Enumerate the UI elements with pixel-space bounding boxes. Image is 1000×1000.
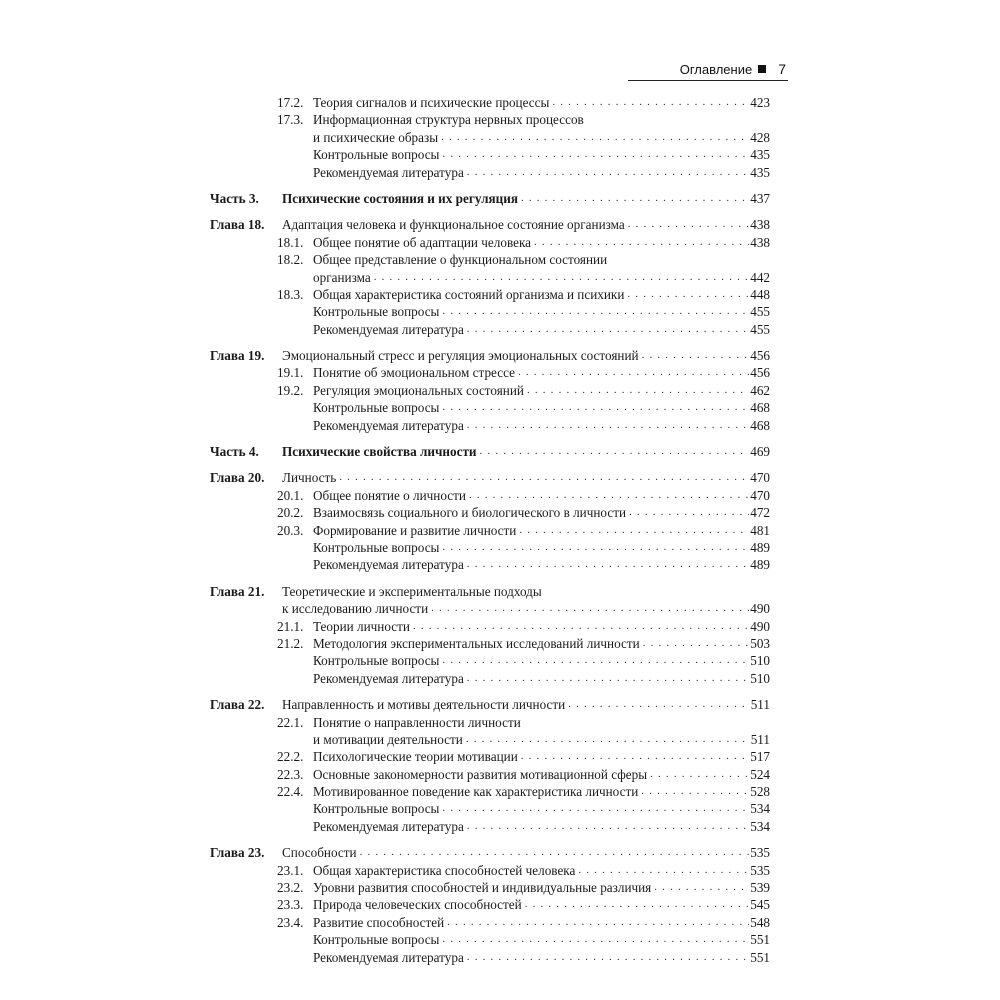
toc-title-line xyxy=(313,652,770,669)
running-header xyxy=(628,58,788,81)
dot-leader xyxy=(628,216,749,233)
page-ref: 528 xyxy=(750,784,770,800)
page-ref: 489 xyxy=(750,557,770,573)
dot-leader xyxy=(654,879,749,896)
dot-leader xyxy=(360,844,750,861)
toc-title-line xyxy=(313,783,770,800)
entry-title: Информационная структура нервных процессов xyxy=(313,112,584,128)
entry-title: Контрольные вопросы xyxy=(313,653,440,669)
entry-title: Рекомендуемая литература xyxy=(313,670,464,686)
toc-entry xyxy=(210,111,770,128)
dot-leader xyxy=(442,652,749,669)
dot-leader xyxy=(413,618,749,635)
entry-title: Адаптация человека и функциональное состояние организма xyxy=(282,217,625,233)
toc-entry xyxy=(210,382,770,399)
toc-title-line xyxy=(313,748,770,765)
entry-title: Регуляция эмоциональных состояний xyxy=(313,382,524,398)
page-ref: 534 xyxy=(750,818,770,834)
page-ref: 442 xyxy=(750,269,770,285)
toc-entry xyxy=(210,94,770,111)
dot-leader xyxy=(643,635,750,652)
entry-title: Общее понятие об адаптации человека xyxy=(313,234,532,250)
toc-title-line xyxy=(313,111,770,128)
toc-title-line xyxy=(313,504,770,521)
dot-leader xyxy=(518,364,749,381)
toc-title-line xyxy=(313,303,770,320)
entry-title: Общее представление о функциональном состоянии xyxy=(313,252,608,268)
page-ref: 435 xyxy=(750,164,770,180)
entry-title: и психические образы xyxy=(313,129,439,145)
page-ref: 455 xyxy=(750,321,770,337)
dot-leader xyxy=(467,818,749,835)
toc-entry xyxy=(210,844,770,861)
toc-title-line xyxy=(282,347,770,364)
entry-title: Рекомендуемая литература xyxy=(313,949,464,965)
page-ref: 511 xyxy=(750,731,770,747)
section-number: 22.1. xyxy=(277,714,304,730)
page-ref: 517 xyxy=(750,749,770,765)
toc-title-line xyxy=(313,670,770,687)
toc-entry xyxy=(210,783,770,800)
section-number: 20.2. xyxy=(277,505,304,521)
page-ref: 470 xyxy=(750,487,770,503)
toc-title-line xyxy=(282,443,770,460)
section-number: 23.4. xyxy=(277,914,304,930)
entry-title: Основные закономерности развития мотивационной сферы xyxy=(313,766,648,782)
toc-title-line xyxy=(313,286,770,303)
toc-title-line xyxy=(313,146,770,163)
dot-leader xyxy=(521,748,749,765)
section-number: 20.1. xyxy=(277,487,304,503)
dot-leader xyxy=(519,522,749,539)
entry-title: Контрольные вопросы xyxy=(313,147,440,163)
toc-entry xyxy=(210,469,770,486)
entry-title: Рекомендуемая литература xyxy=(313,417,464,433)
entry-title: Взаимосвязь социального и биологического в личности xyxy=(313,505,627,521)
entry-title: Мотивированное поведение как характеристика личности xyxy=(313,784,639,800)
toc-title-line xyxy=(313,269,770,286)
toc-entry xyxy=(210,879,770,896)
chapter-label: Глава 19. xyxy=(210,348,265,364)
toc-entry xyxy=(210,766,770,783)
section-number: 23.2. xyxy=(277,880,304,896)
table-of-contents xyxy=(210,94,770,966)
entry-title: Общее понятие о личности xyxy=(313,487,466,503)
toc-entry xyxy=(210,696,770,713)
dot-leader xyxy=(527,382,749,399)
dot-leader xyxy=(442,931,749,948)
toc-entry xyxy=(210,635,770,652)
page-ref: 539 xyxy=(750,880,770,896)
toc-entry xyxy=(210,321,770,338)
entry-title: Контрольные вопросы xyxy=(313,932,440,948)
toc-title-line xyxy=(313,818,770,835)
entry-title: Эмоциональный стресс и регуляция эмоциональных состояний xyxy=(282,348,639,364)
toc-title-line xyxy=(313,914,770,931)
entry-title: Рекомендуемая литература xyxy=(313,321,464,337)
toc-title-line xyxy=(313,949,770,966)
toc-entry xyxy=(210,652,770,669)
toc-entry xyxy=(210,417,770,434)
toc-title-line xyxy=(313,251,770,268)
entry-title: Контрольные вопросы xyxy=(313,539,440,555)
toc-entry xyxy=(210,216,770,233)
part-label: Часть 4. xyxy=(210,444,259,460)
entry-title: Рекомендуемая литература xyxy=(313,818,464,834)
dot-leader xyxy=(442,539,749,556)
toc-title-line xyxy=(313,94,770,111)
toc-entry xyxy=(210,251,770,268)
dot-leader xyxy=(431,600,749,617)
dot-leader xyxy=(467,164,749,181)
toc-entry xyxy=(210,234,770,251)
entry-title: Личность xyxy=(282,470,337,486)
page-ref: 489 xyxy=(750,539,770,555)
dot-leader xyxy=(467,949,749,966)
entry-title: Понятие о направленности личности xyxy=(313,714,521,730)
toc-entry xyxy=(210,286,770,303)
dot-leader xyxy=(521,190,749,207)
page-ref: 469 xyxy=(750,444,770,460)
dot-leader xyxy=(552,94,749,111)
dot-leader xyxy=(467,670,749,687)
page-ref: 456 xyxy=(750,365,770,381)
section-number: 21.1. xyxy=(277,618,304,634)
chapter-label: Глава 23. xyxy=(210,845,265,861)
section-number: 18.1. xyxy=(277,234,304,250)
entry-title: Способности xyxy=(282,845,357,861)
toc-title-line xyxy=(313,129,770,146)
page-ref: 534 xyxy=(750,801,770,817)
toc-title-line xyxy=(313,931,770,948)
toc-entry xyxy=(210,399,770,416)
header-title: Оглавление xyxy=(679,61,753,77)
chapter-label: Глава 20. xyxy=(210,470,265,486)
page-ref: 468 xyxy=(750,417,770,433)
page-ref: 510 xyxy=(750,670,770,686)
section-number: 22.4. xyxy=(277,784,304,800)
toc-title-line xyxy=(313,714,770,731)
toc-entry xyxy=(210,600,770,617)
page-ref: 510 xyxy=(750,653,770,669)
page-ref: 423 xyxy=(750,95,770,110)
dot-leader xyxy=(525,896,750,913)
entry-title: Рекомендуемая литература xyxy=(313,164,464,180)
page-ref: 455 xyxy=(750,304,770,320)
section-number: 17.3. xyxy=(277,112,304,128)
toc-title-line xyxy=(313,766,770,783)
entry-title: Формирование и развитие личности xyxy=(313,522,517,538)
toc-title-line xyxy=(313,399,770,416)
section-number: 18.2. xyxy=(277,252,304,268)
toc-title-line xyxy=(313,556,770,573)
section-number: 22.3. xyxy=(277,766,304,782)
page-ref: 472 xyxy=(750,505,770,521)
entry-title: Общая характеристика способностей человека xyxy=(313,862,576,878)
toc-title-line xyxy=(313,635,770,652)
entry-title: Природа человеческих способностей xyxy=(313,897,522,913)
entry-title: Психические свойства личности xyxy=(282,444,477,460)
toc-title-line xyxy=(282,583,770,600)
section-number: 17.2. xyxy=(277,95,304,110)
page-ref: 551 xyxy=(750,932,770,948)
toc-entry xyxy=(210,504,770,521)
dot-leader xyxy=(467,321,749,338)
section-number: 21.2. xyxy=(277,635,304,651)
page-number: 7 xyxy=(778,61,786,77)
toc-title-line xyxy=(313,321,770,338)
entry-title: Общая характеристика состояний организма и психики xyxy=(313,286,625,302)
toc-title-line xyxy=(313,731,770,748)
page-ref: 438 xyxy=(750,234,770,250)
dot-leader xyxy=(650,766,749,783)
toc-title-line xyxy=(313,164,770,181)
toc-title-line xyxy=(313,382,770,399)
dot-leader xyxy=(467,417,749,434)
toc-title-line xyxy=(282,469,770,486)
entry-title: Рекомендуемая литература xyxy=(313,557,464,573)
entry-title: Методология экспериментальных исследований личности xyxy=(313,635,640,651)
entry-title: Развитие способностей xyxy=(313,914,445,930)
page-ref: 468 xyxy=(750,400,770,416)
page-ref: 548 xyxy=(750,914,770,930)
page-ref: 490 xyxy=(750,601,770,617)
toc-entry xyxy=(210,556,770,573)
dot-leader xyxy=(447,914,749,931)
page-ref: 524 xyxy=(750,766,770,782)
page-ref: 428 xyxy=(750,129,770,145)
page-ref: 535 xyxy=(750,845,770,861)
toc-entry xyxy=(210,914,770,931)
page-ref: 448 xyxy=(750,286,770,302)
toc-entry xyxy=(210,164,770,181)
toc-entry xyxy=(210,618,770,635)
section-number: 22.2. xyxy=(277,749,304,765)
section-number: 19.2. xyxy=(277,382,304,398)
page-ref: 435 xyxy=(750,147,770,163)
page-ref: 470 xyxy=(750,470,770,486)
entry-title: и мотивации деятельности xyxy=(313,731,463,747)
toc-title-line xyxy=(313,487,770,504)
part-label: Часть 3. xyxy=(210,190,259,206)
section-number: 19.1. xyxy=(277,365,304,381)
page-ref: 551 xyxy=(750,949,770,965)
toc-entry xyxy=(210,303,770,320)
toc-entry xyxy=(210,731,770,748)
toc-entry xyxy=(210,522,770,539)
toc-title-line xyxy=(313,862,770,879)
toc-title-line xyxy=(313,417,770,434)
toc-entry xyxy=(210,949,770,966)
toc-entry xyxy=(210,931,770,948)
chapter-label: Глава 18. xyxy=(210,217,265,233)
page-ref: 437 xyxy=(750,190,770,206)
toc-entry xyxy=(210,800,770,817)
chapter-label: Глава 22. xyxy=(210,697,265,713)
toc-entry xyxy=(210,748,770,765)
entry-title: Теория сигналов и психические процессы xyxy=(313,95,550,110)
toc-entry xyxy=(210,896,770,913)
section-number: 18.3. xyxy=(277,286,304,302)
toc-entry xyxy=(210,714,770,731)
entry-title: к исследованию личности xyxy=(282,601,429,617)
toc-entry xyxy=(210,347,770,364)
toc-title-line xyxy=(282,696,770,713)
entry-title: Контрольные вопросы xyxy=(313,400,440,416)
page-ref: 490 xyxy=(750,618,770,634)
page-ref: 481 xyxy=(750,522,770,538)
page-ref: 503 xyxy=(750,635,770,651)
entry-title: Уровни развития способностей и индивидуальные различия xyxy=(313,880,652,896)
toc-entry xyxy=(210,818,770,835)
entry-title: Понятие об эмоциональном стрессе xyxy=(313,365,515,381)
toc-title-line xyxy=(313,522,770,539)
toc-entry xyxy=(210,583,770,600)
toc-entry xyxy=(210,146,770,163)
toc-entry xyxy=(210,539,770,556)
chapter-label: Глава 21. xyxy=(210,583,265,599)
dot-leader xyxy=(534,234,749,251)
toc-title-line xyxy=(282,844,770,861)
page-ref: 535 xyxy=(750,862,770,878)
toc-entry xyxy=(210,670,770,687)
toc-title-line xyxy=(313,618,770,635)
toc-title-line xyxy=(313,364,770,381)
page-ref: 545 xyxy=(750,897,770,913)
dot-leader xyxy=(568,696,750,713)
dot-leader xyxy=(442,800,749,817)
page-ref: 511 xyxy=(750,697,770,713)
section-number: 20.3. xyxy=(277,522,304,538)
dot-leader xyxy=(466,731,750,748)
entry-title: Психологические теории мотивации xyxy=(313,749,518,765)
entry-title: организма xyxy=(313,269,371,285)
dot-leader xyxy=(642,347,750,364)
toc-title-line xyxy=(313,234,770,251)
page-ref: 462 xyxy=(750,382,770,398)
entry-title: Направленность и мотивы деятельности личности xyxy=(282,697,566,713)
dot-leader xyxy=(629,504,749,521)
dot-leader xyxy=(441,129,749,146)
toc-entry xyxy=(210,862,770,879)
section-number: 23.1. xyxy=(277,862,304,878)
dot-leader xyxy=(442,146,749,163)
page-ref: 456 xyxy=(750,348,770,364)
section-number: 23.3. xyxy=(277,897,304,913)
dot-leader xyxy=(442,303,749,320)
dot-leader xyxy=(641,783,749,800)
toc-title-line xyxy=(313,896,770,913)
entry-title: Теории личности xyxy=(313,618,410,634)
dot-leader xyxy=(442,399,749,416)
toc-title-line xyxy=(282,600,770,617)
toc-title-line xyxy=(313,800,770,817)
dot-leader xyxy=(374,269,750,286)
toc-entry xyxy=(210,190,770,207)
toc-entry xyxy=(210,269,770,286)
entry-title: Контрольные вопросы xyxy=(313,304,440,320)
entry-title: Теоретические и экспериментальные подходы xyxy=(282,583,542,599)
dot-leader xyxy=(469,487,749,504)
toc-entry xyxy=(210,364,770,381)
entry-title: Контрольные вопросы xyxy=(313,801,440,817)
toc-title-line xyxy=(282,216,770,233)
toc-entry xyxy=(210,487,770,504)
dot-leader xyxy=(339,469,749,486)
dot-leader xyxy=(467,556,749,573)
entry-title: Психические состояния и их регуляция xyxy=(282,190,518,206)
page-ref: 438 xyxy=(750,217,770,233)
toc-entry xyxy=(210,443,770,460)
toc-title-line xyxy=(313,539,770,556)
toc-title-line xyxy=(282,190,770,207)
dot-leader xyxy=(480,443,750,460)
dot-leader xyxy=(578,862,749,879)
toc-entry xyxy=(210,129,770,146)
toc-title-line xyxy=(313,879,770,896)
dot-leader xyxy=(627,286,749,303)
square-bullet-icon xyxy=(758,65,766,73)
